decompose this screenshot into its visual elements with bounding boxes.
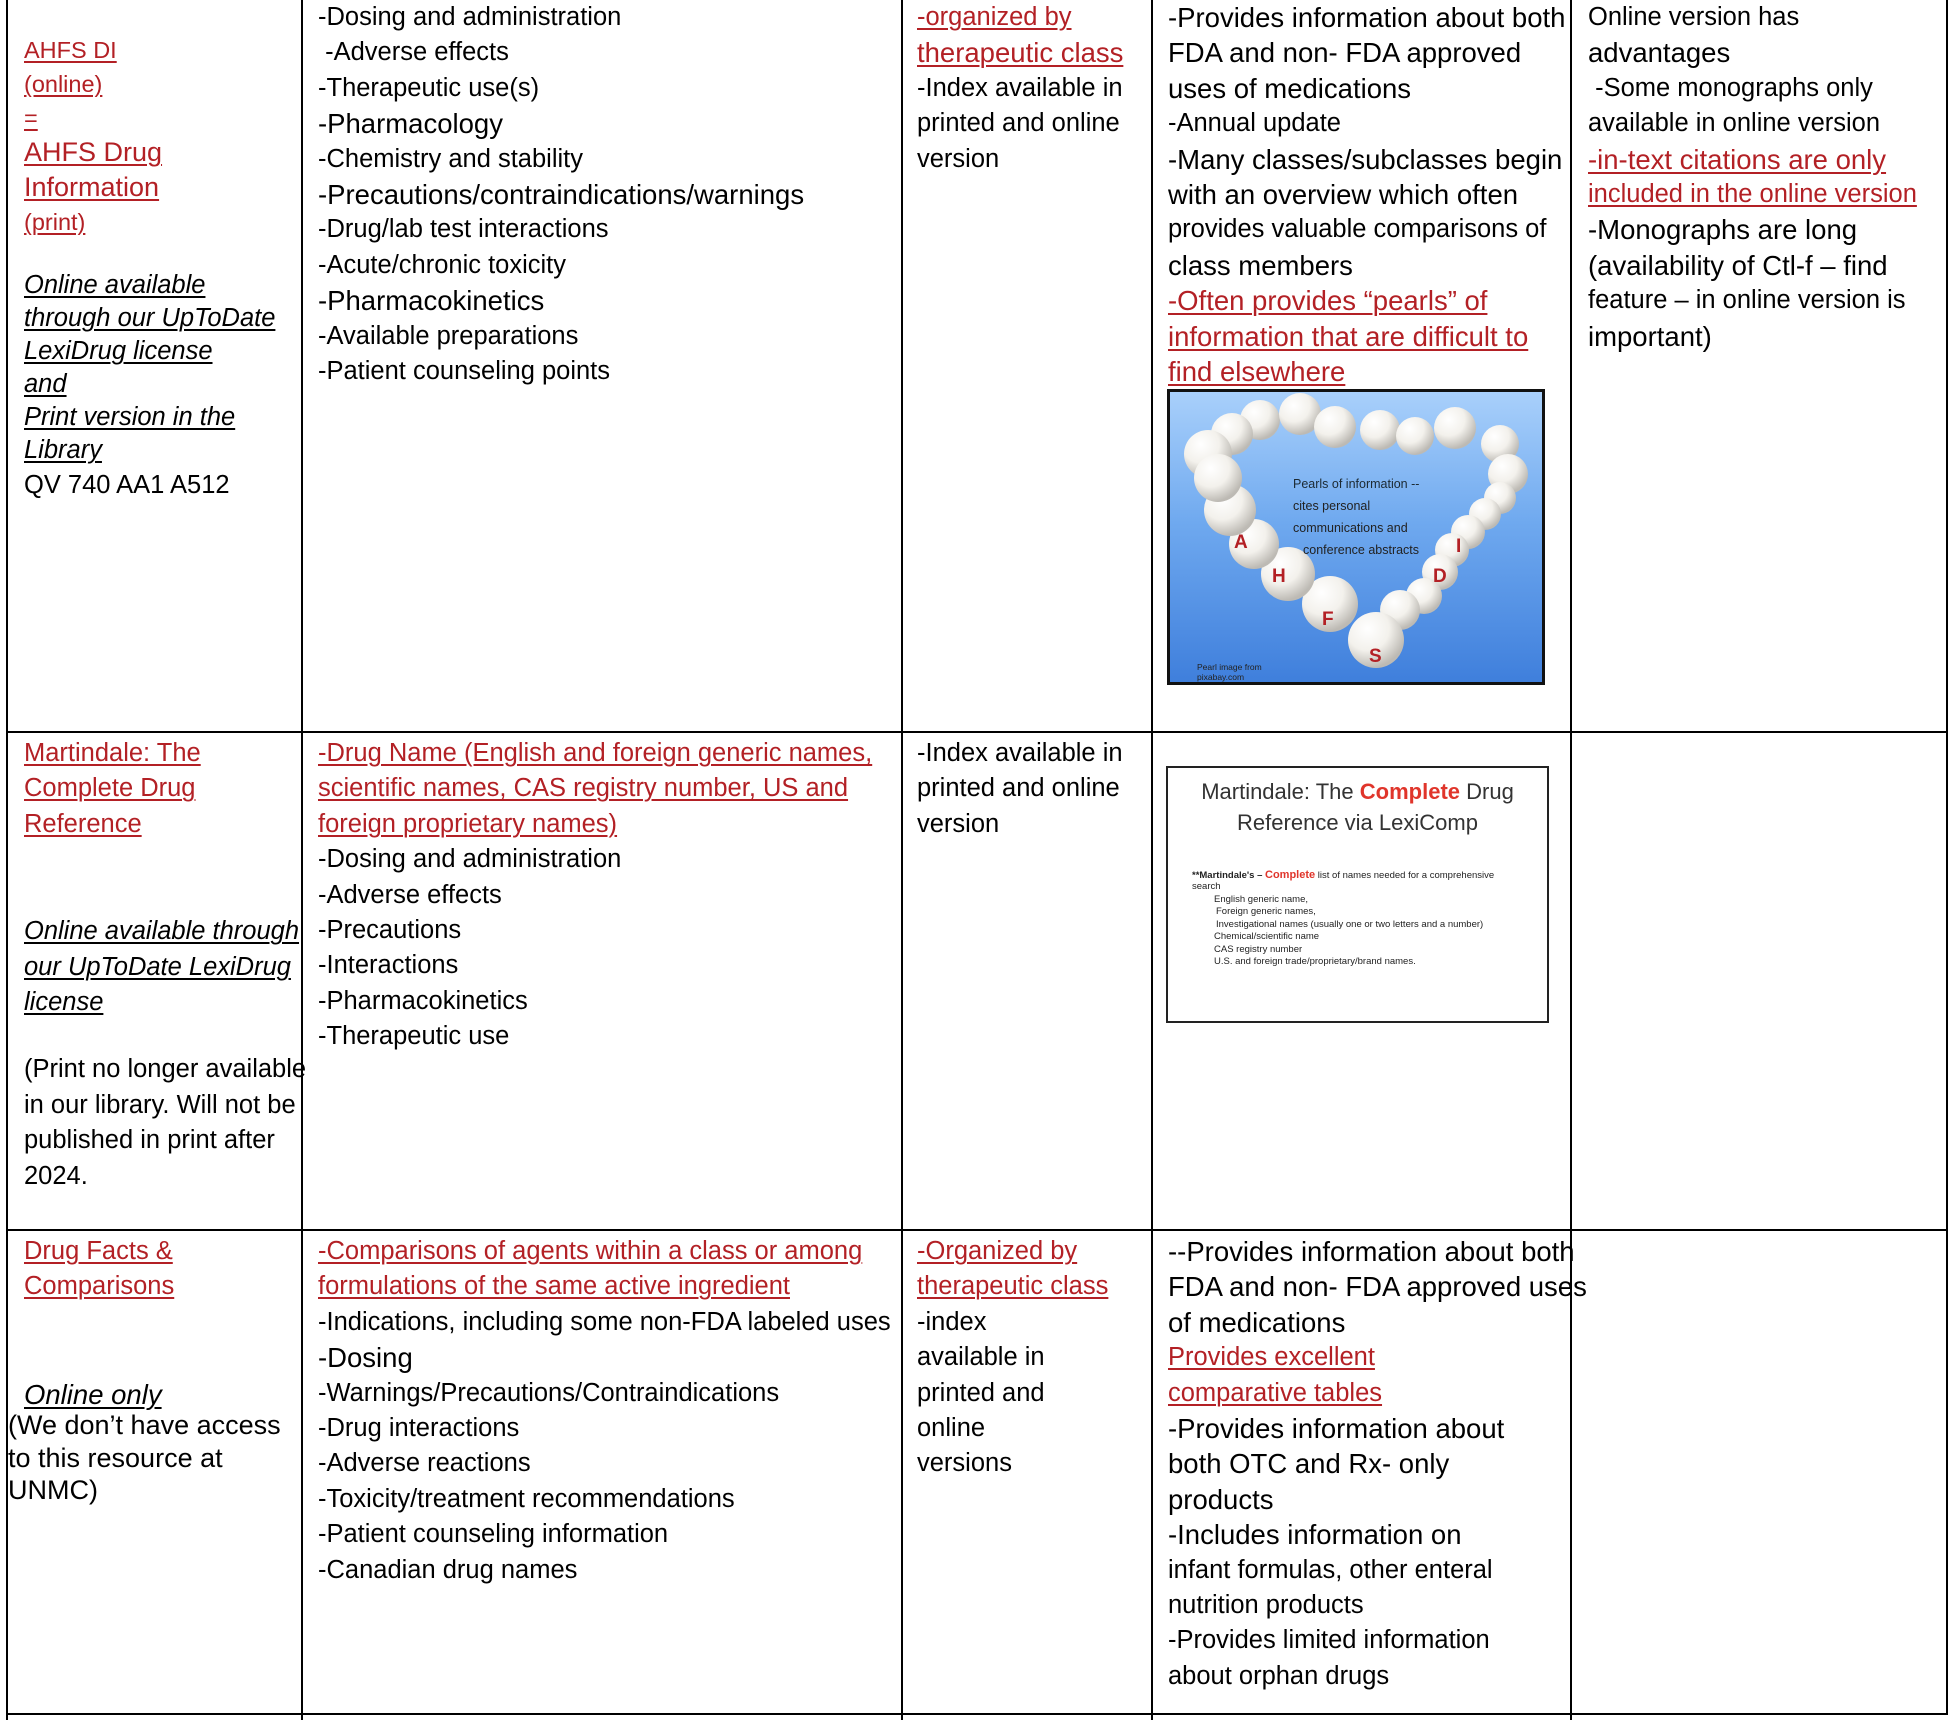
comparative-tables-link[interactable]: Provides excellent (1168, 1343, 1375, 1372)
content-item: -Interactions (318, 951, 459, 980)
row3-organization-cell (917, 1234, 1108, 1482)
column-divider (1151, 0, 1153, 1720)
pearl-letter: S (1369, 646, 1382, 667)
access-disclaimer: (We don’t have access (8, 1410, 281, 1440)
access-note: Online only (24, 1378, 162, 1410)
pearl-caption: conference abstracts (1303, 543, 1420, 557)
feature-text: -Includes information on (1168, 1519, 1462, 1551)
feature-text: uses of medications (1168, 72, 1412, 104)
content-item: -Pharmacokinetics (318, 285, 545, 317)
slide-title (1168, 776, 1547, 807)
access-note: and (24, 370, 67, 398)
row3-resource-note (8, 1409, 281, 1507)
content-item: -Dosing (318, 1342, 413, 1374)
organization-text: printed and (917, 1378, 1045, 1407)
content-item: -Therapeutic use (318, 1022, 510, 1051)
pearl-caption: cites personal (1293, 499, 1371, 513)
access-note: our UpToDate LexiDrug (24, 952, 291, 981)
note-text: -Some monographs only (1588, 73, 1873, 102)
slide-list-item: Investigational names (usually one or two letters and a number) (1216, 919, 1484, 930)
slide-title-part: Drug (1460, 779, 1514, 804)
content-item: -Patient counseling information (318, 1520, 669, 1549)
martindale-slide-image (1166, 766, 1549, 1023)
access-note: Online available through (24, 917, 300, 946)
row1-contents-cell (318, 0, 804, 389)
row1-resource-cell (24, 33, 275, 503)
pearl-letter: H (1272, 566, 1286, 587)
organization-text: version (917, 144, 1000, 173)
note-text: available in online version (1588, 109, 1881, 138)
comparisons-link[interactable]: formulations of the same active ingredient (318, 1272, 790, 1301)
content-item: -Adverse effects (318, 880, 502, 909)
note-text: important) (1588, 320, 1712, 352)
pearl-letter: A (1234, 532, 1248, 553)
content-item: -Available preparations (318, 321, 579, 350)
comparisons-link[interactable]: -Comparisons of agents within a class or among (318, 1237, 863, 1265)
content-item: -Patient counseling points (318, 357, 611, 386)
martindale-title-link[interactable]: Reference (24, 809, 142, 838)
print-note: in our library. Will not be (24, 1090, 296, 1119)
row3-features-cell (1168, 1234, 1587, 1694)
drug-name-link[interactable]: foreign proprietary names) (318, 809, 618, 838)
slide-subtitle: Reference via LexiComp (1237, 810, 1478, 835)
access-note: LexiDrug license (24, 337, 213, 365)
feature-text: -Provides limited information (1168, 1626, 1490, 1655)
content-item: -Dosing and administration (318, 845, 622, 874)
drug-facts-title-link[interactable]: Drug Facts & (24, 1237, 173, 1265)
ahfs-title-link[interactable]: = (24, 105, 38, 131)
row2-contents-cell (318, 736, 872, 1055)
feature-text: of medications (1168, 1306, 1346, 1338)
content-item: -Dosing and administration (318, 3, 622, 31)
ahfs-title-link[interactable]: AHFS Drug (24, 137, 163, 167)
feature-text: about orphan drugs (1168, 1661, 1390, 1690)
organization-text: -Index available in (917, 73, 1123, 102)
access-disclaimer: to this resource at (8, 1442, 223, 1473)
access-disclaimer: UNMC) (8, 1475, 98, 1505)
access-note: Online available (24, 271, 206, 299)
row3-resource-cell (24, 1234, 174, 1412)
call-number: QV 740 AA1 A512 (24, 471, 230, 499)
access-note: license (24, 988, 104, 1017)
content-item: -Acute/chronic toxicity (318, 250, 567, 279)
access-note: through our UpToDate (24, 304, 276, 332)
pearl-necklace-image (1167, 389, 1545, 685)
organization-text: -index (917, 1307, 987, 1336)
feature-text: nutrition products (1168, 1591, 1364, 1620)
ahfs-title-link[interactable]: AHFS DI (24, 37, 117, 63)
slide-title-part: Martindale: The (1201, 779, 1360, 804)
access-note: Library (24, 436, 102, 464)
organization-text: printed and online (917, 774, 1120, 803)
print-note: published in print after (24, 1126, 275, 1155)
content-item: -Toxicity/treatment recommendations (318, 1484, 735, 1513)
note-text: -Monographs are long (1588, 214, 1858, 246)
content-item: -Adverse effects (318, 38, 509, 67)
feature-text: --Provides information about both (1168, 1236, 1575, 1267)
table-border-right (1946, 0, 1948, 1715)
slide-bullet (1192, 869, 1494, 883)
ahfs-title-link[interactable]: (print) (24, 209, 86, 235)
organization-link[interactable]: therapeutic class (917, 37, 1124, 69)
row1-features-cell (1168, 0, 1565, 389)
pearls-link[interactable]: -Often provides “pearls” of (1168, 285, 1488, 317)
organization-link[interactable]: -Organized by (917, 1237, 1078, 1265)
pearls-link[interactable]: information that are difficult to (1168, 320, 1529, 352)
feature-text: both OTC and Rx- only (1168, 1448, 1450, 1480)
row-divider (6, 1229, 1947, 1231)
note-text: advantages (1588, 37, 1731, 69)
table-border-bottom (6, 1713, 1947, 1715)
content-item: -Canadian drug names (318, 1555, 578, 1584)
slide-title-emphasis: Complete (1359, 779, 1461, 804)
organization-text: version (917, 809, 1000, 838)
content-item: -Drug/lab test interactions (318, 215, 609, 244)
row3-contents-cell (318, 1234, 891, 1588)
feature-text: provides valuable comparisons of (1168, 215, 1547, 244)
organization-text: printed and online (917, 109, 1120, 138)
ahfs-title-link[interactable]: (online) (24, 71, 103, 97)
content-item: -Pharmacology (318, 108, 503, 140)
drug-facts-title-link[interactable]: Comparisons (24, 1272, 175, 1301)
drug-name-link[interactable]: scientific names, CAS registry number, US and (318, 774, 849, 803)
citations-link[interactable]: -in-text citations are only (1588, 143, 1887, 175)
row2-organization-cell (917, 736, 1123, 842)
row1-organization-cell (917, 0, 1123, 177)
pearl-letter: F (1322, 609, 1334, 630)
content-item: -Adverse reactions (318, 1449, 531, 1478)
martindale-title-link[interactable]: Martindale: The (24, 739, 201, 767)
row1-notes-cell (1588, 0, 1917, 354)
slide-list-item: U.S. and foreign trade/proprietary/brand names. (1214, 956, 1416, 967)
feature-text: -Many classes/subclasses begin (1168, 143, 1563, 175)
column-divider (901, 0, 903, 1720)
feature-text: with an overview which often (1168, 179, 1519, 211)
content-item: -Precautions (318, 916, 462, 945)
citations-link[interactable]: included in the online version (1588, 180, 1917, 209)
pearl-caption: communications and (1293, 521, 1408, 535)
note-text: feature – in online version is (1588, 286, 1906, 315)
access-note: Print version in the (24, 403, 236, 431)
content-item: -Therapeutic use(s) (318, 73, 540, 102)
slide-bullet-emphasis: Complete (1265, 869, 1316, 881)
slide-bullet-cont: search (1192, 881, 1221, 892)
slide-bullet-part: **Martindale's – (1192, 870, 1266, 881)
pearl-letter: D (1433, 566, 1447, 587)
organization-link[interactable]: therapeutic class (917, 1272, 1109, 1301)
content-item: -Pharmacokinetics (318, 986, 528, 1015)
row2-resource-cell (24, 736, 306, 1194)
pearl-caption: Pearls of information -- (1293, 477, 1420, 491)
note-text: (availability of Ctl-f – find (1588, 249, 1888, 281)
slide-list-item: Foreign generic names, (1216, 906, 1316, 917)
note-text: Online version has (1588, 3, 1800, 31)
organization-text: available in (917, 1343, 1045, 1372)
content-item: -Indications, including some non-FDA labeled uses (318, 1307, 891, 1336)
content-item: -Warnings/Precautions/Contraindications (318, 1378, 780, 1407)
feature-text: FDA and non- FDA approved uses (1168, 1271, 1587, 1303)
image-credit: Pearl image from (1197, 662, 1262, 672)
pearl-heart-graphic (1170, 392, 1542, 682)
organization-link[interactable]: -organized by (917, 3, 1072, 31)
print-note: (Print no longer available (24, 1055, 307, 1084)
feature-text: FDA and non- FDA approved (1168, 37, 1522, 69)
feature-text: -Provides information about (1168, 1413, 1505, 1445)
pearl-letter: I (1456, 536, 1462, 557)
slide-list-item: English generic name, (1214, 894, 1308, 905)
image-credit: pixabay.com (1197, 672, 1245, 682)
martindale-title-link[interactable]: Complete Drug (24, 774, 196, 803)
pearls-link[interactable]: find elsewhere (1168, 356, 1346, 388)
slide-list-item: Chemical/scientific name (1214, 931, 1320, 942)
row-divider (6, 731, 1947, 733)
feature-text: class members (1168, 249, 1353, 281)
print-note: 2024. (24, 1161, 88, 1190)
organization-text: online (917, 1414, 986, 1443)
comparative-tables-link[interactable]: comparative tables (1168, 1378, 1383, 1407)
content-item: -Drug interactions (318, 1414, 520, 1443)
slide-bullet-part: list of names needed for a comprehensive (1315, 870, 1495, 881)
ahfs-title-link[interactable]: Information (24, 172, 160, 202)
feature-text: -Provides information about both (1168, 2, 1566, 33)
organization-text: versions (917, 1449, 1012, 1478)
content-item: -Precautions/contraindications/warnings (318, 179, 805, 211)
organization-text: -Index available in (917, 739, 1123, 767)
feature-text: products (1168, 1483, 1274, 1515)
content-item: -Chemistry and stability (318, 144, 583, 173)
slide-list-item: CAS registry number (1214, 944, 1303, 955)
drug-name-link[interactable]: -Drug Name (English and foreign generic names, (318, 739, 873, 767)
feature-text: -Annual update (1168, 109, 1341, 138)
feature-text: infant formulas, other enteral (1168, 1555, 1493, 1584)
